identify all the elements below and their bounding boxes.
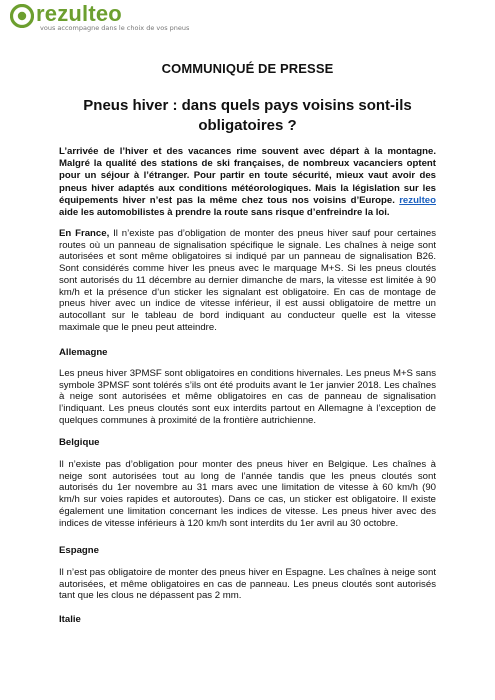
rezulteo-link[interactable]: rezulteo bbox=[399, 194, 436, 206]
france-lead: En France, bbox=[59, 228, 110, 239]
intro-paragraph bbox=[59, 146, 436, 219]
section-heading-italie: Italie bbox=[59, 614, 81, 625]
document-type-label: COMMUNIQUÉ DE PRESSE bbox=[161, 61, 334, 76]
intro-text: L’arrivée de l’hiver et des vacances rime souvent avec départ à la montagne. Malgré la qualité des stations de ski françaises, de nombreux vacanciers optent pour un séjour à l’étranger. Pour partir en toute sécurité, mieux vaut avoir des pneus hiver adaptés aux conditions météorologiques. Mais la législation sur les équipements hiver n’est pas la même chez tous nos voisins d’Europe. bbox=[59, 146, 436, 206]
brand-tagline: vous accompagne dans le choix de vos pneus bbox=[40, 24, 190, 32]
rezulteo-logo bbox=[10, 2, 210, 32]
france-paragraph bbox=[59, 228, 436, 333]
section-text-belgique: Il n’existe pas d’obligation pour monter des pneus hiver en Belgique. Les chaînes à neige sont autorisées tout au long de l’année tandis que les pneus cloutés sont autorisés du 1er novembre au 31 mars avec une limitation de vitesse à 60 km/h (90 km/h sur voies rapides et autoroutes). Dans ce cas, un sticker est obligatoire. Il existe également une limitation concernant les indices de vitesse. Les pneus hiver avec des indices de vitesse inférieurs à 120 km/h sont interdits du 1er avril au 30 octobre. bbox=[59, 459, 436, 529]
section-text-allemagne: Les pneus hiver 3PMSF sont obligatoires en conditions hivernales. Les pneus M+S sans symbole 3PMSF sont tolérés s’ils ont été produits avant le 1er janvier 2018. Les chaînes à neige sont autorisées et même obligatoires en cas de panneau de signalisation l’indiquant. Les pneus cloutés sont eux interdits partout en Allemagne à l’exception de quelques communes à proximité de la frontière autrichienne. bbox=[59, 368, 436, 426]
france-text: Il n’existe pas d’obligation de monter des pneus hiver sauf pour certaines routes où un panneau de signalisation spécifique le signale. Les chaînes à neige sont autorisées et sont même obligatoires si indiqué par un panneau de signalisation B26. Sont considérés comme hiver les pneus avec le marquage M+S. Si les pneus cloutés sont autorisés du 11 décembre au dernier dimanche de mars, la vitesse est limitée à 90 km/h et la présence d’un sticker les signalant est obligatoire. En cas de montage de pneus hiver avec un indice de vitesse inférieur, il est aussi obligatoire de mettre un autocollant sur le tableau de bord indiquant au conducteur quelle est la vitesse maximale que le pneu peut atteindre. bbox=[59, 228, 436, 333]
tire-icon bbox=[10, 4, 34, 28]
section-heading-espagne: Espagne bbox=[59, 545, 99, 556]
brand-name: rezulteo bbox=[36, 1, 122, 26]
section-heading-belgique: Belgique bbox=[59, 437, 100, 448]
intro-text-end: aide les automobilistes à prendre la route sans risque d’enfreindre la loi. bbox=[59, 207, 390, 219]
section-text-espagne: Il n’est pas obligatoire de monter des pneus hiver en Espagne. Les chaînes à neige sont autorisées, et même obligatoires en cas de panneau. Les pneus cloutés sont autorisés tant que les clous ne dépassent pas 2 mm. bbox=[59, 567, 436, 602]
press-release-headline: Pneus hiver : dans quels pays voisins sont-ils obligatoires ? bbox=[83, 97, 412, 134]
section-heading-allemagne: Allemagne bbox=[59, 347, 108, 358]
